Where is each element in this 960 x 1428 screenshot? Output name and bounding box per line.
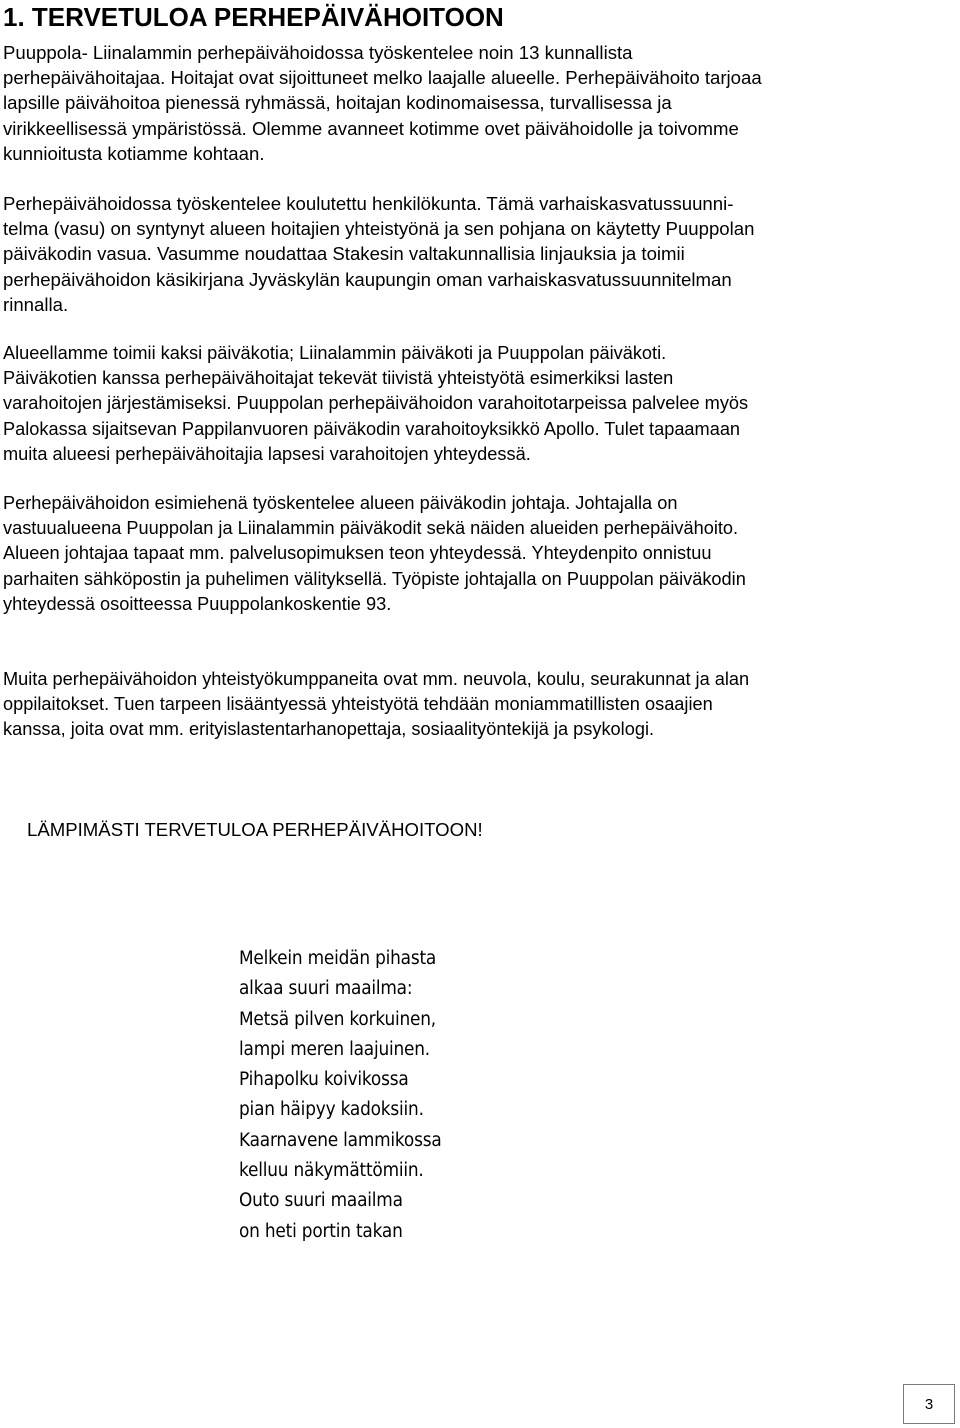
paragraph-line: perhepäivähoidon käsikirjana Jyväskylän kaupungin oman varhaiskasvatussuunnitelman (3, 268, 732, 290)
paragraph-line: varahoitojen järjestämiseksi. Puuppolan perhepäivähoidon varahoitotarpeissa palvelee myös (3, 393, 749, 414)
paragraph-line: Päiväkotien kanssa perhepäivähoitajat tekevät tiivistä yhteistyötä esimerkiksi lasten (3, 368, 674, 389)
poem (239, 944, 442, 1247)
paragraph-line: parhaiten sähköpostin ja puhelimen välityksellä. Työpiste johtajalla on Puuppolan päiväkodin (3, 568, 746, 589)
poem-line: Pihapolku koivikossa (239, 1069, 409, 1091)
poem-line: on heti portin takan (239, 1220, 403, 1242)
welcome-text: LÄMPIMÄSTI TERVETULOA PERHEPÄIVÄHOITOON! (27, 819, 483, 840)
poem-line: Metsä pilven korkuinen, (239, 1008, 436, 1030)
paragraph-line: oppilaitokset. Tuen tarpeen lisääntyessä yhteistyötä tehdään moniammatillisten osaajien (3, 694, 713, 715)
poem-line: pian häipyy kadoksiin. (239, 1099, 424, 1121)
paragraph-line: päiväkodin vasua. Vasumme noudattaa Stakesin valtakunnallisia linjauksia ja toimii (3, 243, 685, 265)
paragraph-line: Perhepäivähoidossa työskentelee koulutettu henkilökunta. Tämä varhaiskasvatussuunni- (3, 193, 734, 214)
paragraph-line: muita alueesi perhepäivähoitajia lapsesi varahoitojen yhteydessä. (3, 443, 531, 464)
paragraph-line: telma (vasu) on syntynyt alueen hoitajien yhteistyönä ja sen pohjana on käytetty Puuppolan (3, 218, 755, 240)
poem-line: kelluu näkymättömiin. (239, 1160, 424, 1182)
paragraph-line: Alueellamme toimii kaksi päiväkotia; Liinalammin päiväkoti ja Puuppolan päiväkoti. (3, 343, 667, 363)
paragraph-line: yhteydessä osoitteessa Puuppolankoskentie 93. (3, 593, 392, 614)
paragraph-line: Perhepäivähoidon esimiehenä työskentelee alueen päiväkodin johtaja. Johtajalla on (3, 493, 678, 513)
page-number: 3 (924, 1395, 934, 1413)
paragraph-line: Palokassa sijaitsevan Pappilanvuoren päiväkodin varahoitoyksikkö Apollo. Tulet tapaamaan (3, 418, 741, 439)
paragraph-line: Puuppola- Liinalammin perhepäivähoidossa työskentelee noin 13 kunnallista (3, 42, 633, 63)
paragraph-line: lapsille päivähoitoa pienessä ryhmässä, hoitajan kodinomaisessa, turvallisessa ja (3, 92, 672, 114)
poem-line: Kaarnavene lammikossa (239, 1129, 442, 1151)
poem-line: alkaa suuri maailma: (239, 978, 413, 1000)
poem-line: Melkein meidän pihasta (239, 948, 437, 969)
paragraph-staff (3, 191, 754, 317)
page-heading: 1. TERVETULOA PERHEPÄIVÄHOITOON (3, 2, 504, 32)
paragraph-partners (3, 667, 749, 743)
poem-line: lampi meren laajuinen. (239, 1038, 431, 1060)
paragraph-line: rinnalla. (3, 293, 69, 315)
paragraph-line: Muita perhepäivähoidon yhteistyökumppaneita ovat mm. neuvola, koulu, seurakunnat ja alan (3, 669, 750, 689)
paragraph-intro (3, 40, 762, 166)
paragraph-line: kunnioitusta kotiamme kohtaan. (3, 142, 265, 164)
paragraph-line: perhepäivähoitajaa. Hoitajat ovat sijoittuneet melko laajalle alueelle. Perhepäivähoito tarjoaa (3, 67, 762, 89)
page-number-box (903, 1384, 955, 1424)
paragraph-line: kanssa, joita ovat mm. erityislastentarhanopettaja, sosiaalityöntekijä ja psykologi. (3, 719, 655, 740)
paragraph-line: vastuualueena Puuppolan ja Liinalammin päiväkodit sekä näiden alueiden perhepäivähoito. (3, 518, 739, 539)
paragraph-line: Alueen johtajaa tapaat mm. palvelusopimuksen teon yhteydessä. Yhteydenpito onnistuu (3, 543, 712, 564)
paragraph-kindergartens (3, 341, 748, 467)
paragraph-supervisor (3, 491, 746, 617)
poem-line: Outo suuri maailma (239, 1190, 403, 1212)
paragraph-line: virikkeellisessä ympäristössä. Olemme avanneet kotimme ovet päivähoidolle ja toivomme (3, 117, 739, 139)
